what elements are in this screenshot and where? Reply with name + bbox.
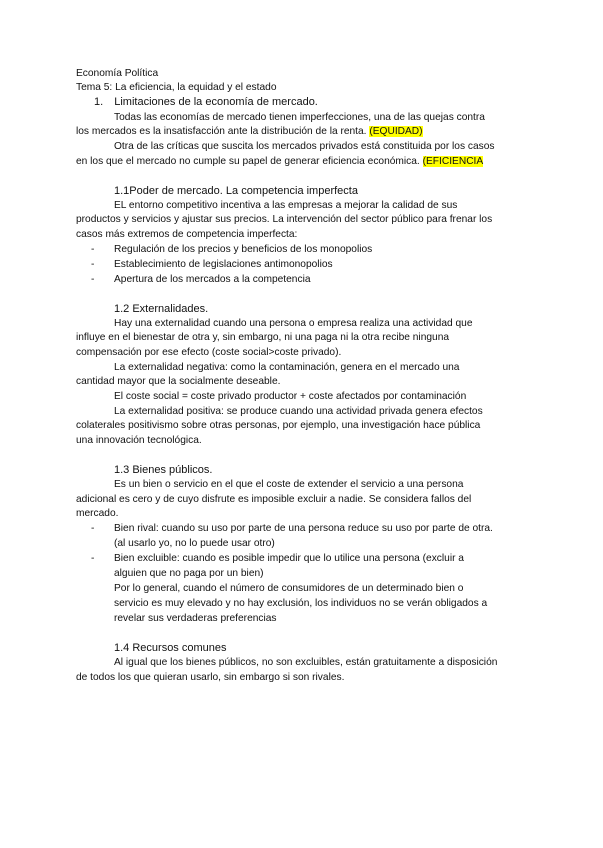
bullet-dash: - bbox=[91, 259, 95, 270]
section-1-1-title: 1.1Poder de mercado. La competencia imperfecta bbox=[114, 185, 358, 197]
list-item-text: Bien rival: cuando su uso por parte de una persona reduce su uso por parte de otra. bbox=[114, 523, 493, 534]
equidad-highlight: (EQUIDAD) bbox=[369, 126, 423, 137]
list-item bbox=[91, 273, 311, 287]
list-item bbox=[91, 258, 333, 272]
section-1-title: Limitaciones de la economía de mercado. bbox=[114, 96, 318, 108]
topic-heading: Tema 5: La eficiencia, la equidad y el estado bbox=[76, 82, 277, 93]
paragraph-line: casos más extremos de competencia imperfecta: bbox=[76, 229, 298, 240]
paragraph-line: Por lo general, cuando el número de consumidores de un determinado bien o bbox=[114, 583, 464, 594]
paragraph-line: compensación por ese efecto (coste social>coste privado). bbox=[76, 347, 342, 358]
paragraph-line: cantidad mayor que la socialmente deseable. bbox=[76, 376, 281, 387]
paragraph-text: los mercados es la insatisfacción ante la distribución de la renta. bbox=[76, 126, 367, 137]
list-item-text: Establecimiento de legislaciones antimonopolios bbox=[114, 259, 333, 270]
paragraph-line bbox=[76, 125, 423, 139]
paragraph-line: La externalidad negativa: como la contaminación, genera en el mercado una bbox=[114, 362, 460, 373]
section-1-heading bbox=[94, 95, 318, 109]
paragraph-line: servicio es muy elevado y no hay exclusión, los individuos no se verán obligados a bbox=[114, 598, 488, 609]
list-item-text: Apertura de los mercados a la competencia bbox=[114, 274, 311, 285]
paragraph-text: en los que el mercado no cumple su papel de generar eficiencia económica. bbox=[76, 156, 420, 167]
paragraph-line: Al igual que los bienes públicos, no son excluibles, están gratuitamente a disposición bbox=[114, 657, 498, 668]
section-1-3-title: 1.3 Bienes públicos. bbox=[114, 464, 213, 476]
list-item-text: Bien excluible: cuando es posible impedir que lo utilice una persona (excluir a bbox=[114, 553, 464, 564]
section-1-4-title: 1.4 Recursos comunes bbox=[114, 642, 227, 654]
paragraph-line: La externalidad positiva: se produce cuando una actividad privada genera efectos bbox=[114, 406, 483, 417]
list-item bbox=[91, 552, 464, 566]
list-item-continuation: (al usarlo yo, no lo puede usar otro) bbox=[114, 538, 275, 549]
paragraph-line: adicional es cero y de cuyo disfrute es imposible excluir a nadie. Se considera fallos del bbox=[76, 494, 472, 505]
paragraph-line: Es un bien o servicio en el que el coste de extender el servicio a una persona bbox=[114, 479, 464, 490]
list-item bbox=[91, 522, 493, 536]
paragraph-line: Todas las economías de mercado tienen imperfecciones, una de las quejas contra bbox=[114, 112, 485, 123]
list-item-continuation: alguien que no paga por un bien) bbox=[114, 568, 264, 579]
paragraph-line: Otra de las críticas que suscita los mercados privados está constituida por los casos bbox=[114, 141, 495, 152]
section-1-number: 1. bbox=[94, 96, 104, 108]
bullet-dash: - bbox=[91, 244, 95, 255]
paragraph-line: Hay una externalidad cuando una persona o empresa realiza una actividad que bbox=[114, 318, 473, 329]
bullet-dash: - bbox=[91, 553, 95, 564]
paragraph-line: productos y servicios y ajustar sus precios. La intervención del sector público para frenar los bbox=[76, 214, 493, 225]
eficiencia-highlight: (EFICIENCIA bbox=[422, 156, 484, 167]
paragraph-line: EL entorno competitivo incentiva a las empresas a mejorar la calidad de sus bbox=[114, 200, 458, 211]
paragraph-line bbox=[76, 155, 483, 169]
paragraph-line: mercado. bbox=[76, 508, 119, 519]
list-item-text: Regulación de los precios y beneficios de los monopolios bbox=[114, 244, 373, 255]
bullet-dash: - bbox=[91, 523, 95, 534]
paragraph-line: una innovación tecnológica. bbox=[76, 435, 202, 446]
paragraph-line: influye en el bienestar de otra y, sin embargo, ni una paga ni la otra recibe ninguna bbox=[76, 332, 450, 343]
paragraph-line: colaterales positivismo sobre otras personas, por ejemplo, una investigación hace pública bbox=[76, 420, 481, 431]
section-1-2-title: 1.2 Externalidades. bbox=[114, 303, 209, 315]
paragraph-line: revelar sus verdaderas preferencias bbox=[114, 613, 277, 624]
paragraph-line: El coste social = coste privado productor + coste afectados por contaminación bbox=[114, 391, 467, 402]
subject-heading: Economía Política bbox=[76, 68, 159, 79]
paragraph-line: de todos los que quieran usarlo, sin embargo si son rivales. bbox=[76, 672, 345, 683]
bullet-dash: - bbox=[91, 274, 95, 285]
list-item bbox=[91, 243, 373, 257]
